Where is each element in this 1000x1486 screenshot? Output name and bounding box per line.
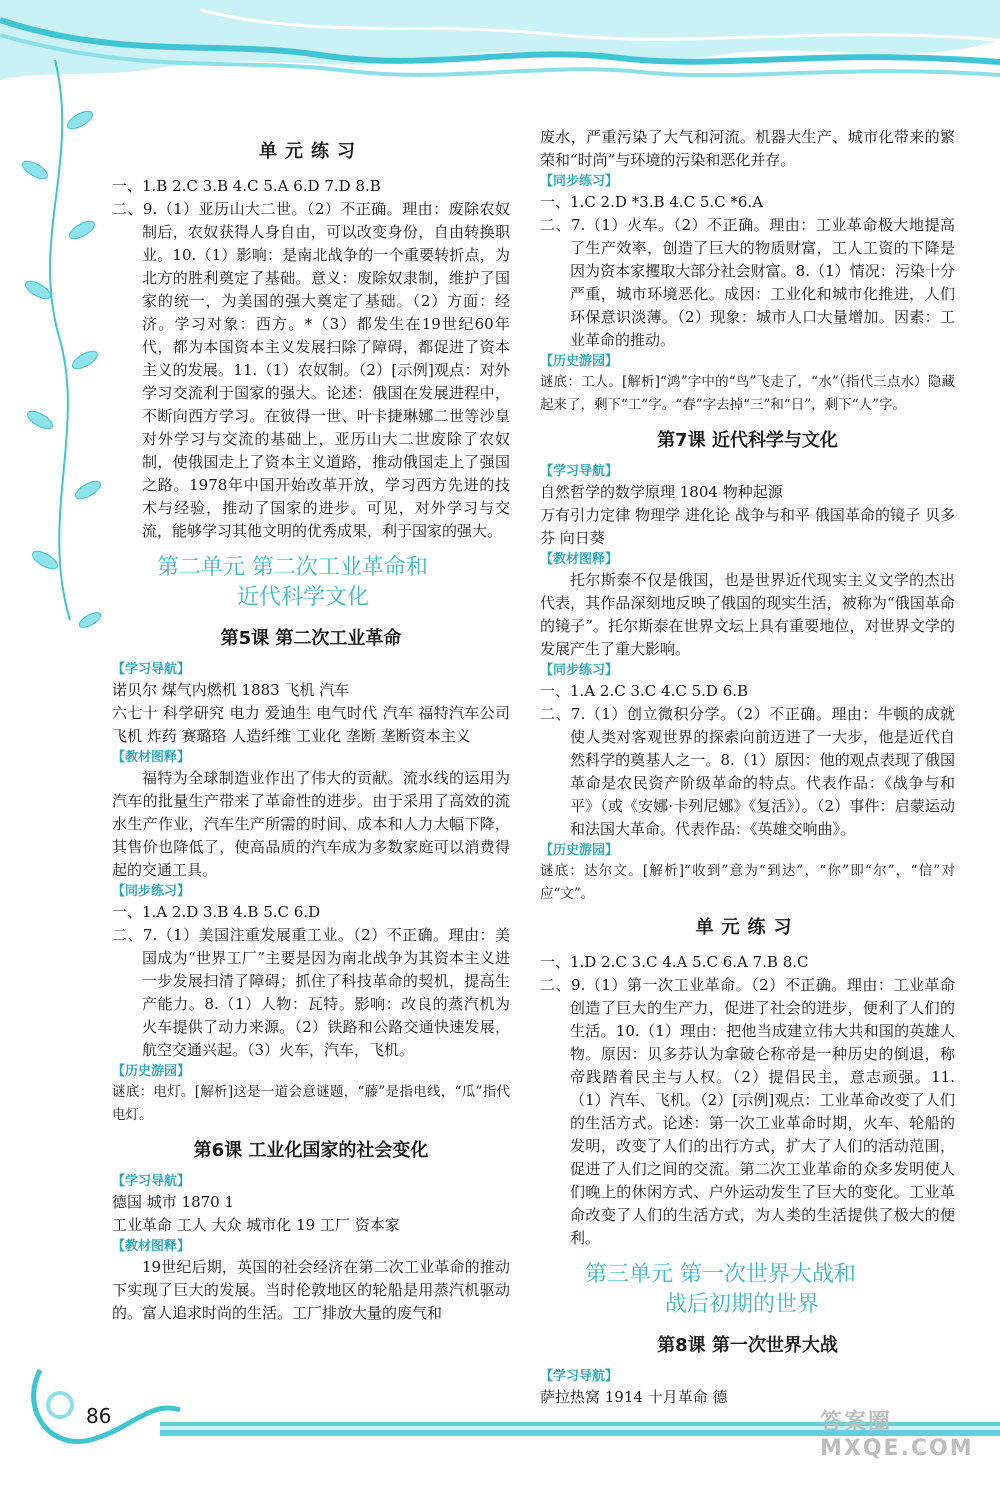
paragraph: 诺贝尔 煤气内燃机 1883 飞机 汽车 <box>112 681 350 699</box>
section-tag: 【教材图释】 <box>112 1239 191 1254</box>
section-tag: 【教材图释】 <box>112 750 191 765</box>
lesson-title: 第7课 近代科学与文化 <box>657 430 838 451</box>
paragraph: 二、7.（1）美国注重发展重工业。（2）不正确。理由：美国成为“世界工厂”主要是因为南北战争为其资本主义进一步发展扫清了障碍；抓住了科技革命的契机，提高生产能力。8.（1）人物：瓦特。影响：改良的蒸汽机为火车提供了动力来源。（2）铁路和公路交通快速发展，航空交通兴起。（3）火车，汽车，飞机。 <box>112 926 510 1059</box>
paragraph: 二、9.（1）第一次工业革命。（2）不正确。理由：工业革命创造了巨大的生产力，促进了社会的进步，便利了人们的生活。10.（1）理由：把他当成建立伟大共和国的英雄人物。原因：贝多芬认为拿破仑称帝是一种历史的倒退，称帝践踏着民主与人权。（2）提倡民主，意志顽强。11.（1）汽车、飞机。（2）[示例]观点：工业革命改变了人们的生活方式。论述：第一次工业革命时期，火车、轮船的发明，改变了人们的出行方式，扩大了人们的活动范围，促进了人们之间的交流。第二次工业革命的众多发明使人们晚上的休闲方式、户外运动发生了巨大的变化。工业革命改变了人们的生活方式，为人类的生活提供了极大的便利。 <box>540 976 955 1247</box>
paragraph: 萨拉热窝 1914 十月革命 德 <box>540 1388 728 1406</box>
paragraph: 谜底：达尔文。[解析]“收到”意为“到达”，“你”即“尔”，“信”对应“文”。 <box>540 863 955 902</box>
vine-decoration <box>0 60 110 680</box>
paragraph: 一、1.C 2.D *3.B 4.C 5.C *6.A <box>540 193 764 211</box>
section-tag: 【教材图释】 <box>540 552 619 567</box>
section-tag: 【同步练习】 <box>112 884 191 899</box>
section-tag: 【历史游园】 <box>540 354 619 369</box>
unit-title-line: 第三单元 第一次世界大战和 <box>585 1262 856 1287</box>
paragraph: 废水，严重污染了大气和河流。机器大生产、城市化带来的繁荣和“时尚”与环境的污染和恶化并存。 <box>540 128 955 169</box>
section-heading: 单元练习 <box>259 141 363 162</box>
lesson-title: 第6课 工业化国家的社会变化 <box>193 1140 429 1161</box>
paragraph: 自然哲学的数学原理 1804 物种起源 <box>540 483 783 501</box>
paragraph: 德国 城市 1870 1 <box>112 1193 235 1211</box>
unit-title-line: 第二单元 第二次工业革命和 <box>157 555 428 580</box>
paragraph: 万有引力定律 物理学 进化论 战争与和平 俄国革命的镜子 贝多芬 向日葵 <box>540 506 955 547</box>
watermark: 答案圈 MXQE.COM <box>820 1410 974 1461</box>
right-column <box>540 126 955 1409</box>
section-tag: 【学习导航】 <box>112 662 191 677</box>
paragraph: 谜底：电灯。[解析]这是一道会意谜题，“藤”是指电线，“瓜”指代电灯。 <box>112 1084 510 1123</box>
lesson-title: 第8课 第一次世界大战 <box>657 1335 838 1356</box>
paragraph: 谜底：工人。[解析]“鸿”字中的“鸟”飞走了，“水”（指代三点水）隐藏起来了，剩下“工”字。“春”字去掉“三”和“日”，剩下“人”字。 <box>540 374 955 413</box>
paragraph: 二、7.（1）创立微积分学。（2）不正确。理由：牛顿的成就使人类对客观世界的探索向前迈进了一大步，他是近代自然科学的奠基人之一。8.（1）原因：他的观点表现了俄国革命是农民资产阶级革命的特点。代表作品：《战争与和平》（或《安娜·卡列尼娜》《复活》）。（2）事件：启蒙运动和法国大革命。代表作品：《英雄交响曲》。 <box>540 705 955 838</box>
page-number: 86 <box>86 1404 112 1428</box>
section-tag: 【学习导航】 <box>540 1369 619 1384</box>
paragraph: 工业革命 工人 大众 城市化 19 工厂 资本家 <box>112 1216 400 1234</box>
section-tag: 【同步练习】 <box>540 174 619 189</box>
section-tag: 【历史游园】 <box>540 843 619 858</box>
unit-title <box>540 1260 955 1320</box>
section-tag: 【学习导航】 <box>540 464 619 479</box>
top-wave-banner <box>0 0 1000 110</box>
paragraph: 一、1.B 2.C 3.B 4.C 5.A 6.D 7.D 8.B <box>112 177 381 195</box>
paragraph: 六七十 科学研究 电力 爱迪生 电气时代 汽车 福特汽车公司 飞机 炸药 赛璐珞 人造纤维 工业化 垄断 垄断资本主义 <box>112 704 510 745</box>
paragraph: 19世纪后期，英国的社会经济在第二次工业革命的推动下实现了巨大的发展。当时伦敦地区的轮船是用蒸汽机驱动的。富人追求时尚的生活。工厂排放大量的废气和 <box>112 1258 510 1322</box>
paragraph: 二、9.（1）亚历山大二世。（2）不正确。理由：废除农奴制后，农奴获得人身自由，可以改变身份，自由转换职业。10.（1）影响：是南北战争的一个重要转折点，为北方的胜利奠定了基础。意义：废除奴隶制，维护了国家的统一，为美国的强大奠定了基础。（2）方面：经济。学习对象：西方。*（3）都发生在19世纪60年代，都为本国资本主义发展扫除了障碍，都促进了资本主义的发展。11.（1）农奴制。（2）[示例]观点：对外学习交流利于国家的强大。论述：俄国在发展进程中，不断向西方学习。在彼得一世、叶卡捷琳娜二世等沙皇对外学习与交流的基础上，亚历山大二世废除了农奴制，使俄国走上了资本主义道路，推动俄国走上了强国之路。1978年中国开始改革开放，学习西方先进的技术与经验，推动了国家的进步。可见，对外学习与交流，能够学习其他文明的优秀成果，利于国家的强大。 <box>112 200 510 540</box>
paragraph: 二、7.（1）火车。（2）不正确。理由：工业革命极大地提高了生产效率，创造了巨大的物质财富，工人工资的下降是因为资本家攫取大部分社会财富。8.（1）情况：污染十分严重，城市环境恶化。成因：工业化和城市化推进，人们环保意识淡薄。（2）现象：城市人口大量增加。因素：工业革命的推动。 <box>540 216 955 349</box>
section-tag: 【历史游园】 <box>112 1064 191 1079</box>
unit-title <box>112 553 510 613</box>
left-column <box>112 130 510 1325</box>
paragraph: 托尔斯泰不仅是俄国，也是世界近代现实主义文学的杰出代表，其作品深刻地反映了俄国的现实生活，被称为“俄国革命的镜子”。托尔斯泰在世界文坛上具有重要地位，对世界文学的发展产生了重大影响。 <box>540 571 955 658</box>
section-tag: 【同步练习】 <box>540 663 619 678</box>
section-heading: 单元练习 <box>695 917 800 938</box>
lesson-title: 第5课 第二次工业革命 <box>220 628 402 649</box>
paragraph: 福特为全球制造业作出了伟大的贡献。流水线的运用为汽车的批量生产带来了革命性的进步。由于采用了高效的流水生产作业，汽车生产所需的时间、成本和人力大幅下降，其售价也降低了，使高品质的汽车成为多数家庭可以消费得起的交通工具。 <box>112 769 510 879</box>
section-tag: 【学习导航】 <box>112 1174 191 1189</box>
unit-title-line: 战后初期的世界 <box>665 1292 820 1317</box>
unit-title-line: 近代科学文化 <box>237 585 370 610</box>
paragraph: 一、1.D 2.C 3.C 4.A 5.C 6.A 7.B 8.C <box>540 953 809 971</box>
paragraph: 一、1.A 2.C 3.C 4.C 5.D 6.B <box>540 682 749 700</box>
paragraph: 一、1.A 2.D 3.B 4.B 5.C 6.D <box>112 903 321 921</box>
